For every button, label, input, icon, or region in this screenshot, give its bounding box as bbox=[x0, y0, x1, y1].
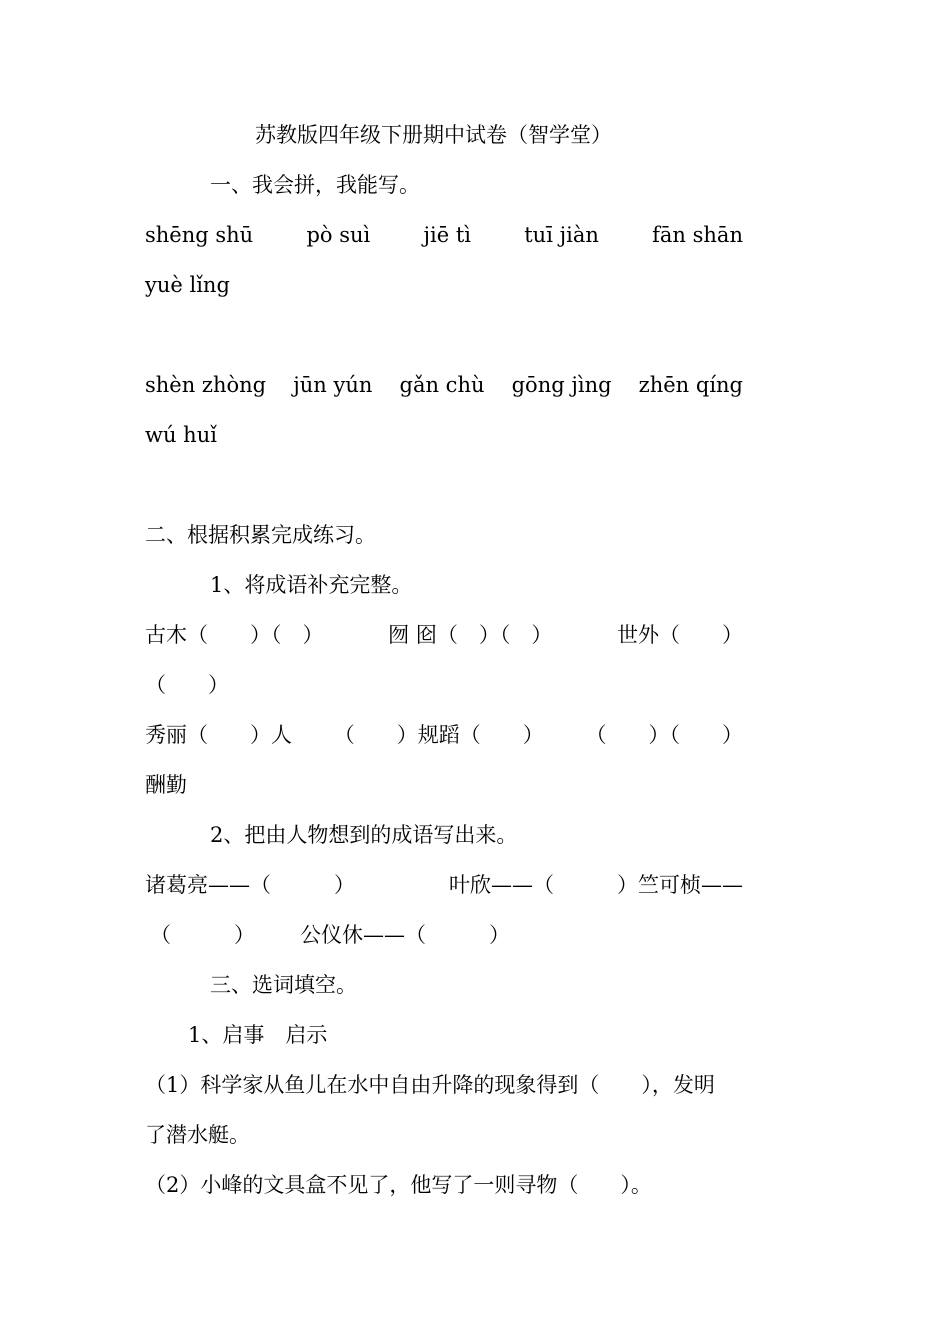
idiom-item: 世外（ ） bbox=[617, 623, 743, 647]
question-heading: 2、把由人物想到的成语写出来。 bbox=[210, 823, 518, 847]
person-idiom-item: 公仪休——（ ） bbox=[300, 923, 510, 947]
person-idiom-item: 诸葛亮——（ ） bbox=[145, 873, 355, 897]
idiom-row-2 bbox=[145, 720, 743, 750]
section1-heading: 一、我会拼，我能写。 bbox=[210, 173, 420, 197]
pinyin-item: shèn zhòng bbox=[145, 373, 267, 397]
pinyin-item: zhēn qíng bbox=[638, 373, 743, 397]
person-idiom-item: （ ） bbox=[150, 923, 255, 947]
sentence-1-wrap: 了潜水艇。 bbox=[145, 1123, 250, 1147]
idiom-item: （ ）规蹈（ ） bbox=[333, 723, 544, 747]
pinyin-item: pò suì bbox=[306, 223, 371, 247]
section2-heading: 二、根据积累完成练习。 bbox=[145, 523, 376, 547]
question-heading: 1、将成语补充完整。 bbox=[210, 573, 413, 597]
section3-heading: 三、选词填空。 bbox=[210, 973, 357, 997]
pinyin-item: wú huǐ bbox=[145, 423, 217, 447]
people-row-1 bbox=[145, 870, 743, 900]
page-title: 苏教版四年级下册期中试卷（智学堂） bbox=[255, 123, 612, 147]
pinyin-item: jiē tì bbox=[423, 223, 471, 247]
pinyin-item: gǎn chù bbox=[399, 373, 485, 397]
pinyin-item: shēng shū bbox=[145, 223, 254, 247]
pinyin-row-1 bbox=[145, 220, 743, 250]
pinyin-item: yuè lǐng bbox=[145, 273, 230, 297]
sentence-1: （1）科学家从鱼儿在水中自由升降的现象得到（ ），发明 bbox=[145, 1073, 715, 1097]
idiom-item: （ ） bbox=[145, 673, 229, 697]
sentence-2: （2）小峰的文具盒不见了，他写了一则寻物（ ）。 bbox=[145, 1173, 652, 1197]
idiom-item: （ ）（ ） bbox=[585, 723, 743, 747]
pinyin-item: jūn yún bbox=[293, 373, 373, 397]
pinyin-row-2 bbox=[145, 370, 743, 400]
idiom-item: 囫 囵（ ）（ ） bbox=[388, 623, 553, 647]
pinyin-item: gōng jìng bbox=[511, 373, 612, 397]
pinyin-item: fān shān bbox=[652, 223, 743, 247]
question-heading: 1、启事 启示 bbox=[188, 1023, 328, 1047]
idiom-item: 古木（ ）（ ） bbox=[145, 623, 324, 647]
idiom-item: 酬勤 bbox=[145, 773, 187, 797]
idiom-item: 秀丽（ ）人 bbox=[145, 723, 292, 747]
pinyin-item: tuī jiàn bbox=[524, 223, 599, 247]
person-idiom-item: 叶欣——（ ）竺可桢—— bbox=[449, 873, 743, 897]
idiom-row-1 bbox=[145, 620, 743, 650]
